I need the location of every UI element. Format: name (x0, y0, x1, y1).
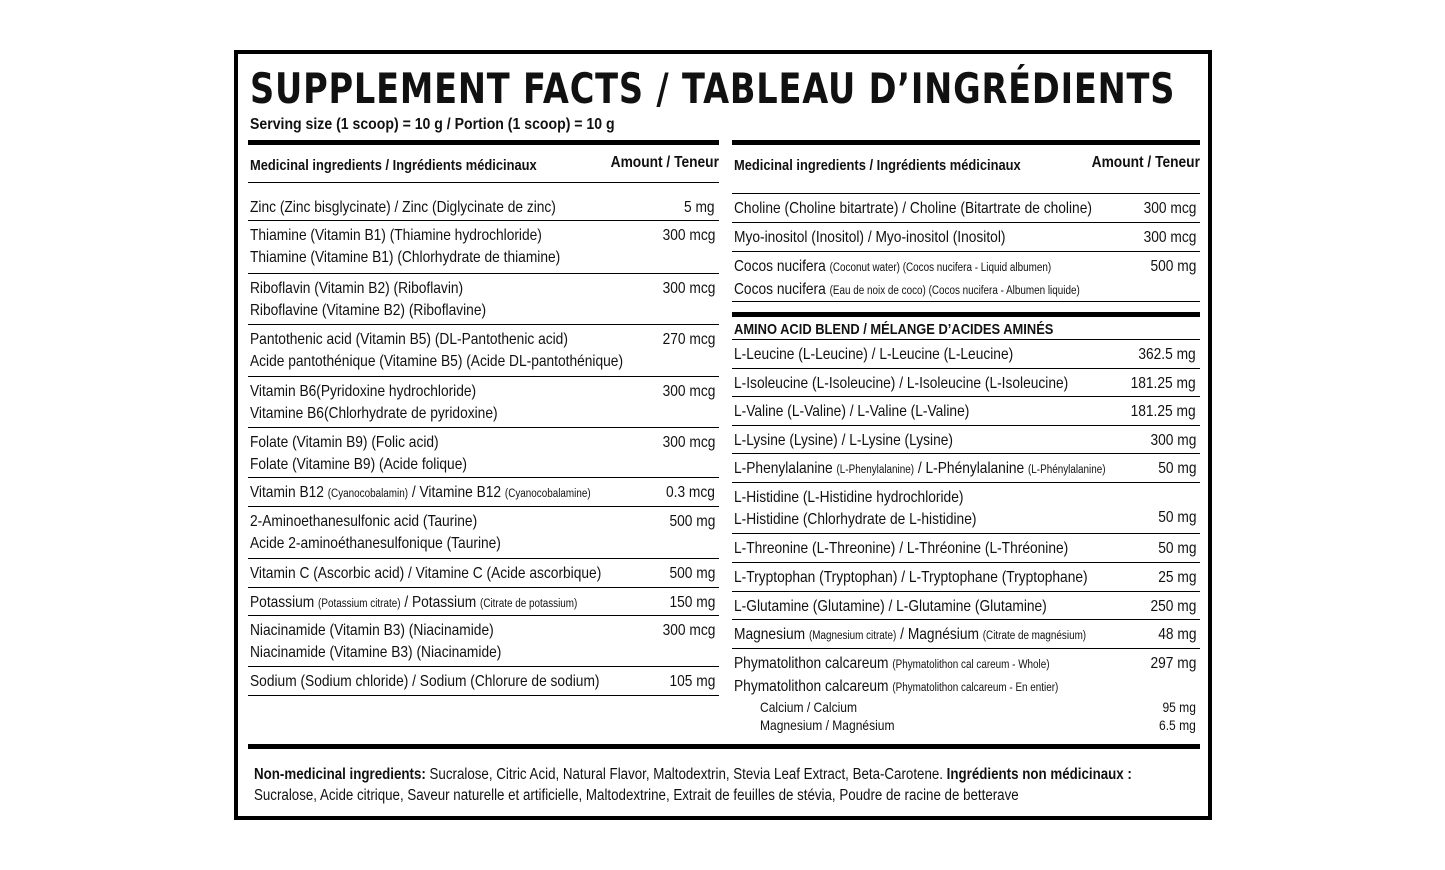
amino-row: L-Isoleucine (L-Isoleucine) / L-Isoleucine (L-Isoleucine) 181.25 mg (732, 369, 1200, 397)
ingredient-row: 2-Aminoethanesulfonic acid (Taurine) Acide 2-aminoéthanesulfonique (Taurine) 500 mg (248, 507, 719, 559)
supplement-facts-panel (234, 50, 1212, 820)
ingredient-list-left (248, 193, 719, 696)
ingredient-row: Potassium (Potassium citrate) / Potassium (Citrate de potassium) 150 mg (248, 588, 719, 616)
ingredient-amount: 500 mg (669, 565, 715, 582)
amino-acid-blend-header: AMINO ACID BLEND / MÉLANGE D’ACIDES AMINÉS (732, 312, 1200, 340)
amino-acid-list (732, 340, 1200, 699)
ingredient-row: Choline (Choline bitartrate) / Choline (Bitartrate de choline) 300 mcg (732, 194, 1200, 223)
ingredient-amount: 0.3 mcg (666, 484, 715, 501)
ingredient-amount: 300 mcg (1143, 229, 1196, 246)
ingredient-row: Riboflavin (Vitamin B2) (Riboflavin) Riboflavine (Vitamine B2) (Riboflavine) 300 mcg (248, 274, 719, 325)
ingredient-amount: 250 mg (1150, 598, 1196, 615)
amino-row: Phymatolithon calcareum (Phymatolithon cal careum - Whole) Phymatolithon calcareum (Phymatolithon calcareum - En entier) 297 mg (734, 655, 1196, 695)
ingredient-row: Folate (Vitamin B9) (Folic acid) Folate (Vitamine B9) (Acide folique) 300 mcg (248, 428, 719, 478)
ingredient-amount: 300 mcg (662, 280, 715, 297)
serving-size: Serving size (1 scoop) = 10 g / Portion (1 scoop) = 10 g (250, 116, 615, 133)
ingredient-row: Niacinamide (Vitamin B3) (Niacinamide) Niacinamide (Vitamine B3) (Niacinamide) 300 mcg (248, 616, 719, 667)
ingredient-amount: 362.5 mg (1138, 346, 1196, 363)
ingredient-amount: 300 mcg (662, 622, 715, 639)
ingredient-amount: 300 mcg (662, 434, 715, 451)
non-medicinal-ingredients: Non-medicinal ingredients: Sucralose, Citric Acid, Natural Flavor, Maltodextrin, Stevia Leaf Extract, Beta-Carotene. Ingrédients non médicinaux : Sucralose, Acide citrique, Saveur naturelle et artificielle, Maltodextrine, Extrait de feuilles de stévia, Poudre de racine de betterave (254, 766, 1132, 804)
ingredient-row: Thiamine (Vitamin B1) (Thiamine hydrochloride) Thiamine (Vitamine B1) (Chlorhydrate de thiamine) 300 mcg (248, 221, 719, 274)
ingredient-amount: 50 mg (1157, 460, 1196, 477)
ingredient-amount: 48 mg (1157, 626, 1196, 643)
table-header (732, 145, 1200, 183)
ingredient-amount: 500 mg (1150, 258, 1196, 275)
ingredient-amount: 150 mg (669, 594, 715, 611)
amino-row: L-Tryptophan (Tryptophan) / L-Tryptophane (Tryptophane) 25 mg (732, 563, 1200, 592)
ingredient-amount: 25 mg (1157, 569, 1196, 586)
sub-ingredient-row: Calcium / Calcium 95 mg (760, 699, 1196, 715)
ingredient-row: Sodium (Sodium chloride) / Sodium (Chlorure de sodium) 105 mg (248, 667, 719, 696)
right-column (732, 140, 1200, 735)
header-label: Medicinal ingredients / Ingrédients médicinaux (734, 157, 1021, 174)
amino-row: L-Glutamine (Glutamine) / L-Glutamine (Glutamine) 250 mg (732, 592, 1200, 620)
amino-row: L-Histidine (L-Histidine hydrochloride) L-Histidine (Chlorhydrate de L-histidine) 50 mg (732, 483, 1200, 534)
ingredient-row: Vitamin B12 (Cyanocobalamin) / Vitamine B12 (Cyanocobalamine) 0.3 mcg (248, 478, 719, 507)
amino-row: L-Phenylalanine (L-Phenylalanine) / L-Phénylalanine (L-Phénylalanine) 50 mg (732, 454, 1200, 483)
ingredient-row: Cocos nucifera (Coconut water) (Cocos nucifera - Liquid albumen) Cocos nucifera (Eau de noix de coco) (Cocos nucifera - Albumen liquide) 500 mg (732, 252, 1200, 302)
ingredient-row: Pantothenic acid (Vitamin B5) (DL-Pantothenic acid) Acide pantothénique (Vitamine B5) (Acide DL-pantothénique) 270 mcg (248, 325, 719, 377)
ingredient-amount: 297 mg (1150, 655, 1196, 672)
header-label: Medicinal ingredients / Ingrédients médicinaux (250, 157, 537, 174)
ingredient-amount: 50 mg (1157, 509, 1196, 526)
divider (248, 744, 1200, 749)
amino-row: L-Lysine (Lysine) / L-Lysine (Lysine) 300 mg (732, 426, 1200, 454)
ingredient-amount: 300 mcg (662, 383, 715, 400)
amino-row: Magnesium (Magnesium citrate) / Magnésium (Citrate de magnésium) 48 mg (732, 620, 1200, 649)
table-header (248, 145, 719, 183)
ingredient-amount: 270 mcg (662, 331, 715, 348)
ingredient-amount: 181.25 mg (1130, 375, 1196, 392)
ingredient-row: Vitamin B6(Pyridoxine hydrochloride) Vitamine B6(Chlorhydrate de pyridoxine) 300 mcg (248, 377, 719, 428)
ingredient-amount: 105 mg (669, 673, 715, 690)
header-amount: Amount / Teneur (610, 154, 719, 171)
amino-row: L-Threonine (L-Threonine) / L-Thréonine (L-Thréonine) 50 mg (732, 534, 1200, 563)
ingredient-row: Myo-inositol (Inositol) / Myo-inositol (Inositol) 300 mcg (732, 223, 1200, 252)
sub-ingredient-row: Magnesium / Magnésium 6.5 mg (760, 717, 1196, 733)
ingredient-row: Zinc (Zinc bisglycinate) / Zinc (Diglycinate de zinc) 5 mg (248, 193, 719, 221)
ingredient-amount: 300 mg (1150, 432, 1196, 449)
ingredient-amount: 300 mcg (1143, 200, 1196, 217)
ingredient-amount: 50 mg (1157, 540, 1196, 557)
amino-row: L-Valine (L-Valine) / L-Valine (L-Valine) 181.25 mg (732, 397, 1200, 426)
ingredient-list-right (732, 194, 1200, 302)
ingredient-amount: 500 mg (669, 513, 715, 530)
left-column (248, 140, 719, 696)
ingredient-row: Vitamin C (Ascorbic acid) / Vitamine C (Acide ascorbique) 500 mg (248, 559, 719, 588)
ingredient-amount: 181.25 mg (1130, 403, 1196, 420)
ingredient-amount: 300 mcg (662, 227, 715, 244)
header-amount: Amount / Teneur (1091, 154, 1200, 171)
ingredient-amount: 5 mg (684, 199, 715, 216)
amino-row: L-Leucine (L-Leucine) / L-Leucine (L-Leucine) 362.5 mg (732, 340, 1200, 369)
page-title: SUPPLEMENT FACTS / TABLEAU D’INGRÉDIENTS (250, 64, 1176, 113)
